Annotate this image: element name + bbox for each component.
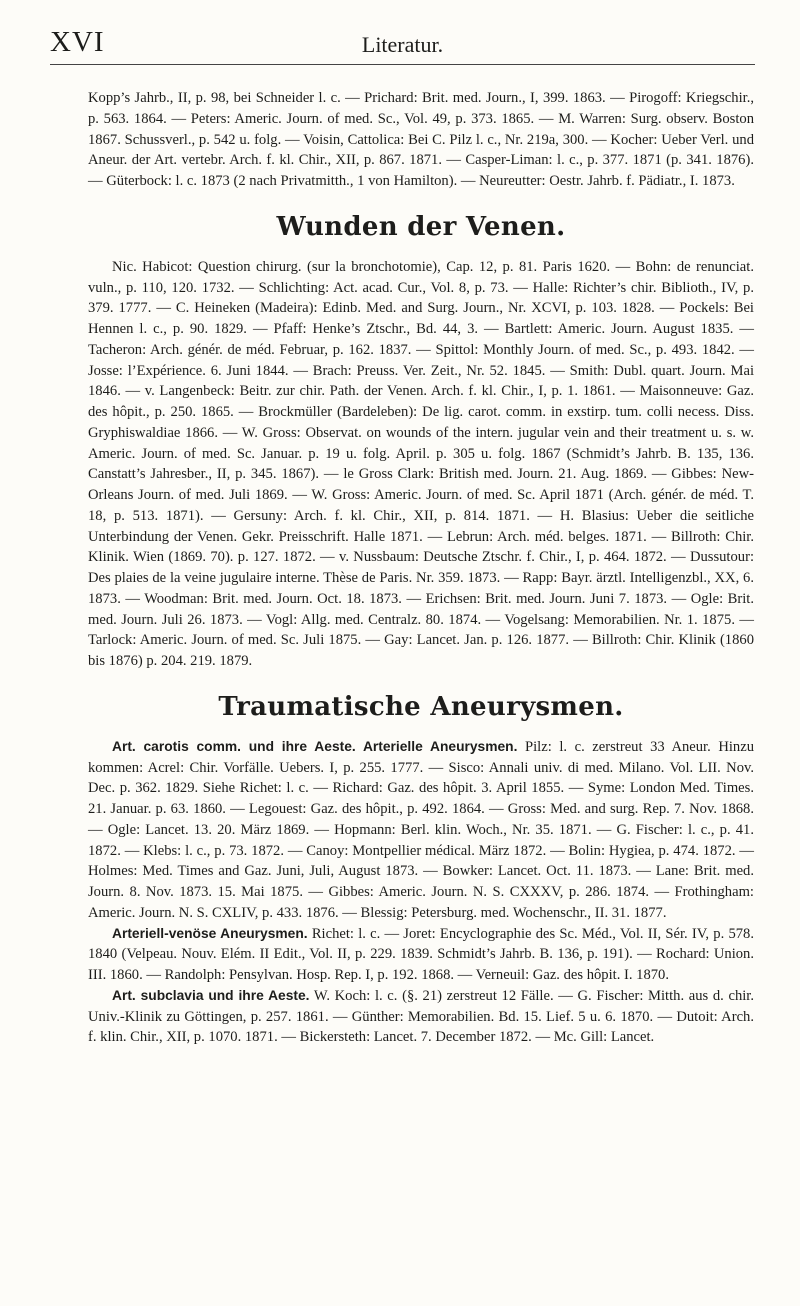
running-title: Literatur. <box>361 32 444 57</box>
page-header <box>50 22 755 62</box>
section-venen <box>88 212 754 672</box>
intro-block <box>88 88 754 192</box>
runin-heading: Art. carotis comm. und ihre Aeste. Arterielle Aneurysmen. <box>112 738 518 754</box>
page-number: XVI <box>50 26 105 58</box>
paragraph-text: Pilz: l. c. zerstreut 33 Aneur. Hinzu kommen: Acrel: Chir. Vorfälle. Uebers. I, p. 255. 1777. — Sisco: Annali univ. di med. Milano. Vol. LII. Nov. Dec. p. 362. 1829. Siehe Richet: l. c. — Richard: Gaz. des hôpit. 3. April 1855. — Syme: London Med. Times. 21. Januar. p. 63. 1860. — Legouest: Gaz. des hôpit., p. 492. 1864. — Gross: Med. and surg. Rep. 7. Nov. 1868. — Ogle: Lancet. 13. 20. März 1869. — Hopmann: Berl. klin. Woch., Nr. 35. 1871. — G. Fischer: l. c., p. 41. 1872. — Klebs: l. c., p. 73. 1872. — Canoy: Montpellier médical. März 1872. — Bolin: Hygiea, p. 474. 1872. — Holmes: Med. Times and Gaz. Juni, Juli, August 1873. — Bowker: Lancet. Oct. 11. 1873. — Lane: Brit. med. Journ. 8. Nov. 1873. 15. Mai 1875. — Gibbes: Americ. Journ. N. S. CXXXV, p. 286. 1874. — Frothingham: Americ. Journ. N. S. CXLIV, p. 433. 1876. — Blessig: Petersburg. med. Wochenschr., II. 31. 1877. <box>88 738 754 921</box>
bibliography-paragraph-carotis <box>88 737 754 924</box>
section-aneurysmen <box>88 692 754 1048</box>
bibliography-paragraph: Nic. Habicot: Question chirurg. (sur la bronchotomie), Cap. 12, p. 81. Paris 1620. — Bohn: de renunciat. vuln., p. 110, 120. 1732. — Schlichting: Act. acad. Cur., Vol. 8, p. 73. — Halle: Richter’s chir. Biblioth., IV, p. 379. 1777. — C. Heineken (Madeira): Edinb. Med. and Surg. Journ., Nr. XCVI, p. 103. 1828. — Pockels: Bei Hennen l. c., p. 90. 1829. — Pfaff: Henke’s Ztschr., Bd. 44, 3. — Bartlett: Americ. Journ. August 1835. — Tacheron: Arch. génér. de méd. Februar, p. 162. 1837. — Spittol: Monthly Journ. of med. Sc., p. 493. 1842. — Josse: l’Expérience. 6. Juni 1844. — Brach: Preuss. Ver. Zeit., Nr. 52. 1845. — Smith: Dubl. quart. Journ. Mai 1846. — v. Langenbeck: Beitr. zur chir. Path. der Venen. Arch. f. kl. Chir., I, p. 1. 1861. — Maisonneuve: Gaz. des hôpit., p. 250. 1865. — Brockmüller (Bardeleben): De lig. carot. comm. in exstirp. tum. colli necess. Diss. Gryphiswaldiae 1866. — W. Gross: Observat. on wounds of the intern. jugular vein and their treatment u. s. w. Americ. Journ. of med. Sc. Januar. p. 19 u. folg. April. p. 305 u. folg. 1867 (Schmidt’s Jahrb. B. 135, 136. Canstatt’s Jahresber., II, p. 345. 1867). — le Gross Clark: British med. Journ. 21. Aug. 1869. — Gibbes: New-Orleans Journ. of med. Juli 1869. — W. Gross: Americ. Journ. of med. Sc. April 1871 (Arch. génér. de méd. T. 18, p. 513. 1871). — Gersuny: Arch. f. kl. Chir., XII, p. 814. 1871. — H. Blasius: Ueber die seitliche Unterbindung der Venen. Gekr. Preisschrift. Halle 1871. — Lebrun: Arch. méd. belges. 1871. — Billroth: Chir. Klinik. Wien (1869. 70). p. 127. 1872. — v. Nussbaum: Deutsche Ztschr. f. Chir., I, p. 464. 1872. — Dussutour: Des plaies de la veine jugulaire interne. Thèse de Paris. Nr. 359. 1873. — Rapp: Bayr. ärztl. Intelligenzbl., XX, 6. 1873. — Woodman: Brit. med. Journ. Oct. 18. 1873. — Erichsen: Brit. med. Journ. Juni 7. 1873. — Ogle: Brit. med. Journ. Juli 26. 1873. — Vogl: Allg. med. Centralz. 80. 1874. — Vogelsang: Memorabilien. Nr. 1. 1875. — Tarlock: Americ. Journ. of med. Sc. Juli 1875. — Gay: Lancet. Jan. p. 126. 1877. — Billroth: Chir. Klinik (1860 bis 1876) p. 204. 219. 1879. <box>88 258 754 669</box>
paragraph-text: Richet: l. c. — Joret: Encyclographie des Sc. Méd., Vol. II, Sér. IV, p. 578. 1840 (Velpeau. Nouv. Elém. II Edit., Vol. II, p. 229. 1839. Schmidt’s Jahrb. B. 136, p. 191). — Rochard: Union. III. 1860. — Randolph: Pensylvan. Hosp. Rep. I, p. 192. 1868. — Verneuil: Gaz. des hôpit. I. 1870. <box>88 925 754 983</box>
paragraph-text: W. Koch: l. c. (§. 21) zerstreut 12 Fälle. — G. Fischer: Mitth. aus d. chir. Univ.-Klinik zu Göttingen, p. 257. 1861. — Günther: Memorabilien. Bd. 15. Lief. 5 u. 6. 1870. — Dutoit: Arch. f. klin. Chir., XII, p. 1070. 1871. — Bickersteth: Lancet. 7. December 1872. — Mc. Gill: Lancet. <box>88 987 755 1046</box>
header-rule <box>50 64 755 65</box>
section-heading-aneurysmen: Traumatische Aneurysmen. <box>218 691 624 722</box>
runin-heading: Arteriell-venöse Aneurysmen. <box>112 925 308 941</box>
runin-heading: Art. subclavia und ihre Aeste. <box>112 987 310 1003</box>
page-body <box>88 88 754 1048</box>
bibliography-paragraph-subclavia <box>88 986 754 1048</box>
bibliography-paragraph-venoese <box>88 924 754 986</box>
section-heading-venen: Wunden der Venen. <box>276 211 566 242</box>
intro-paragraph: Kopp’s Jahrb., II, p. 98, bei Schneider l. c. — Prichard: Brit. med. Journ., I, 399. 1863. — Pirogoff: Kriegschir., p. 563. 1864. — Peters: Americ. Journ. of med. Sc., Vol. 49, p. 373. 1865. — M. Warren: Surg. observ. Boston 1867. Schussverl., p. 542 u. folg. — Voisin, Cattolica: Bei C. Pilz l. c., Nr. 219a, 300. — Kocher: Ueber Verl. und Aneur. der Art. vertebr. Arch. f. kl. Chir., XII, p. 867. 1871. — Casper-Liman: l. c., p. 377. 1871 (p. 341. 1876). — Güterbock: l. c. 1873 (2 nach Privatmitth., 1 von Hamilton). — Neureutter: Oestr. Jahrb. f. Pädiatr., I. 1873. <box>88 90 754 189</box>
